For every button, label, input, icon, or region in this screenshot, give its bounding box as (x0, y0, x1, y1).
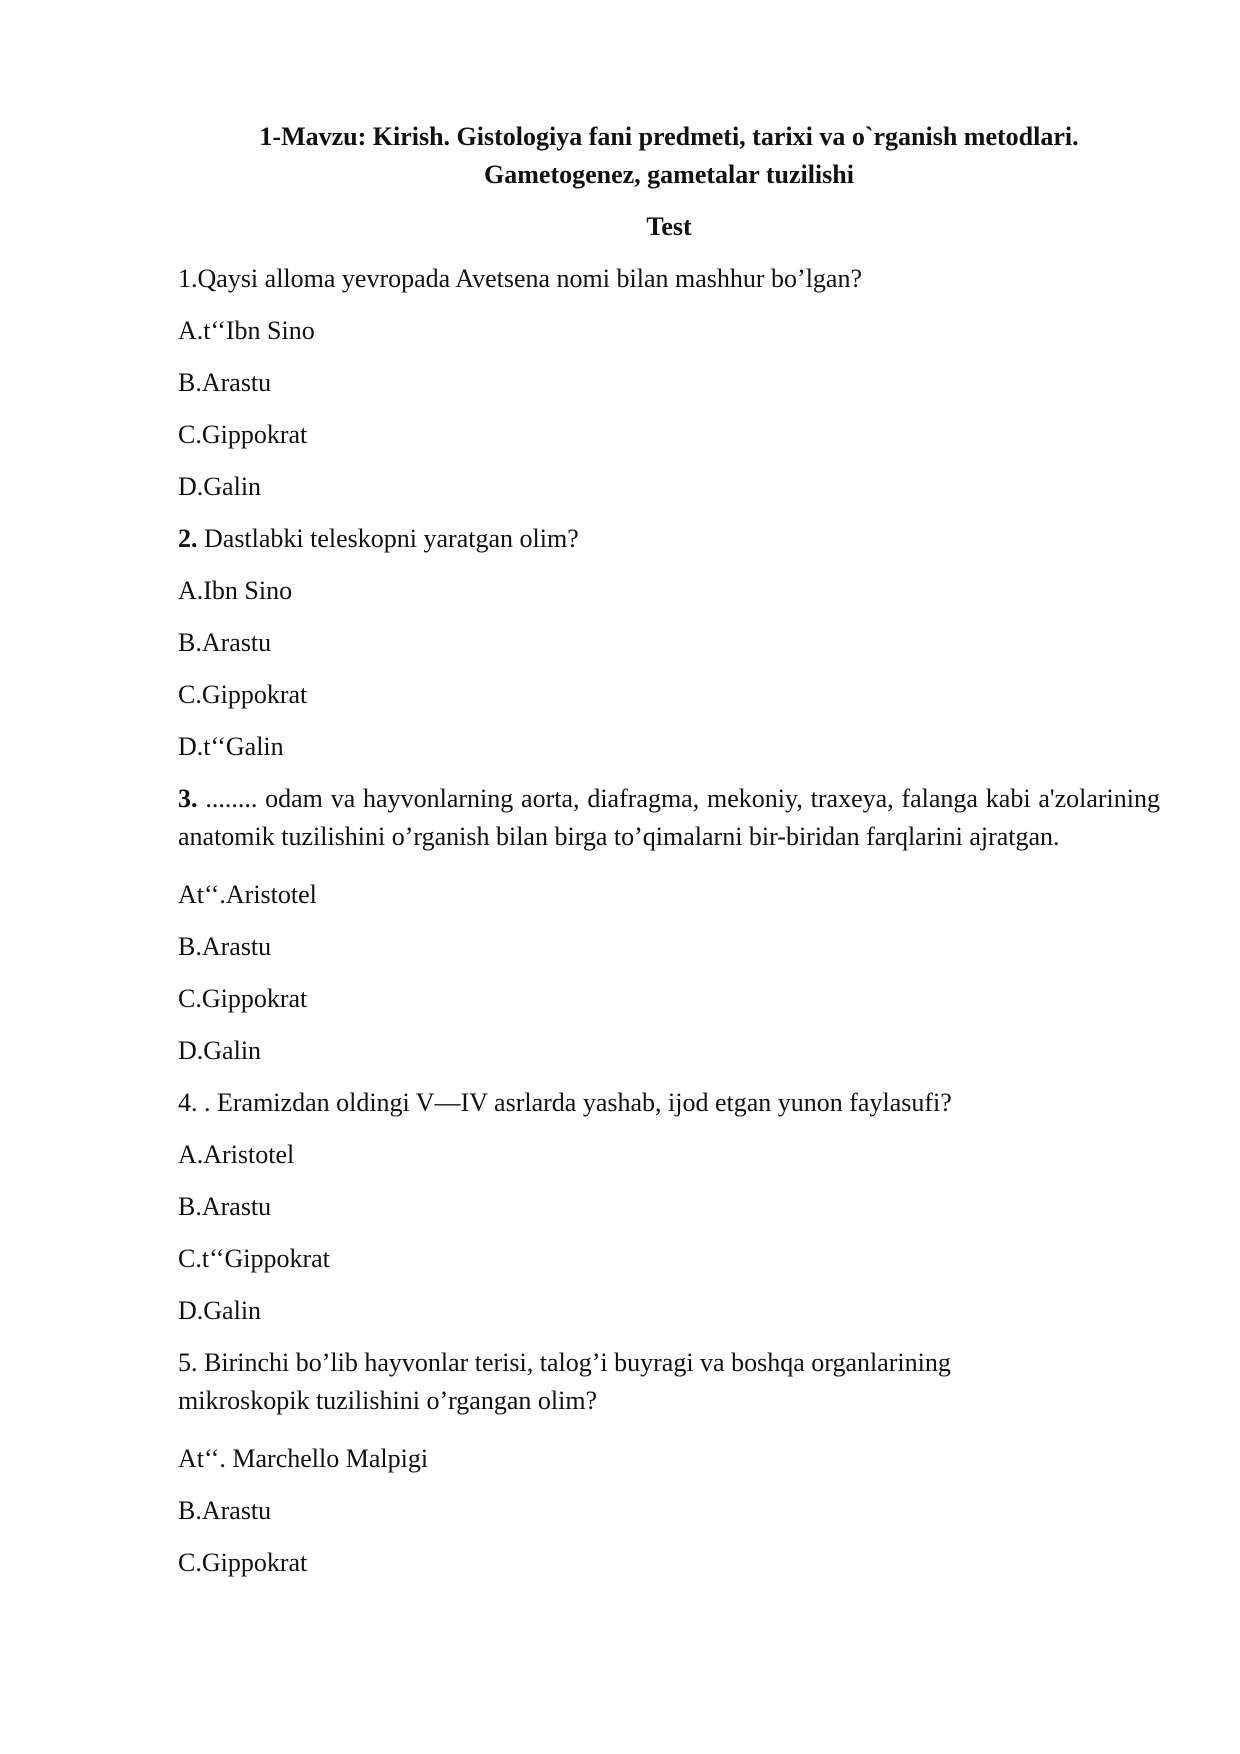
question-1-text: 1.Qaysi alloma yevropada Avetsena nomi bilan mashhur bo’lgan? (178, 264, 862, 293)
question-5-text-line-2: mikroskopik tuzilishini o’rgangan olim? (178, 1386, 598, 1415)
question-4-text: 4. . Eramizdan oldingi V—IV asrlarda yashab, ijod etgan yunon faylasufi? (178, 1088, 952, 1117)
question-2-option-b: B.Arastu (178, 628, 272, 657)
question-3-option-a: At‘‘.Aristotel (178, 880, 317, 909)
question-2-option-a: A.Ibn Sino (178, 576, 293, 605)
question-2-option-d: D.t‘‘Galin (178, 732, 284, 761)
question-3-option-b: B.Arastu (178, 932, 272, 961)
question-1-option-d: D.Galin (178, 472, 262, 501)
question-5-option-b: B.Arastu (178, 1496, 272, 1525)
question-5-text-line-1: 5. Birinchi bo’lib hayvonlar terisi, talog’i buyragi va boshqa organlarining (178, 1348, 951, 1377)
question-2-text: Dastlabki teleskopni yaratgan olim? (197, 524, 579, 553)
question-5-option-c: C.Gippokrat (178, 1548, 308, 1577)
question-4-option-d: D.Galin (178, 1296, 262, 1325)
question-4-option-b: B.Arastu (178, 1192, 272, 1221)
test-heading: Test (646, 212, 692, 241)
document-page (178, 118, 1160, 1582)
question-1-option-c: C.Gippokrat (178, 420, 308, 449)
question-3-number: 3. (178, 784, 198, 813)
question-3-option-c: C.Gippokrat (178, 984, 308, 1013)
question-3 (178, 780, 1160, 856)
question-2 (178, 520, 1160, 558)
title-line-2: Gametogenez, gametalar tuzilishi (484, 160, 854, 189)
question-2-number: 2. (178, 524, 198, 553)
question-1-option-b: B.Arastu (178, 368, 272, 397)
question-2-option-c: C.Gippokrat (178, 680, 308, 709)
title-line-1: 1-Mavzu: Kirish. Gistologiya fani predmeti, tarixi va o`rganish metodlari. (259, 122, 1079, 151)
question-3-text: ........ odam va hayvonlarning aorta, diafragma, mekoniy, traxeya, falanga kabi a'zolarining anatomik tuzilishini o’rganish bilan birga to’qimalarni bir-biridan farqlarini ajratgan. (178, 784, 1160, 851)
question-4-option-a: A.Aristotel (178, 1140, 295, 1169)
question-1-option-a: A.t‘‘Ibn Sino (178, 316, 315, 345)
question-5-option-a: At‘‘. Marchello Malpigi (178, 1444, 429, 1473)
question-4-option-c: C.t‘‘Gippokrat (178, 1244, 330, 1273)
question-3-option-d: D.Galin (178, 1036, 262, 1065)
